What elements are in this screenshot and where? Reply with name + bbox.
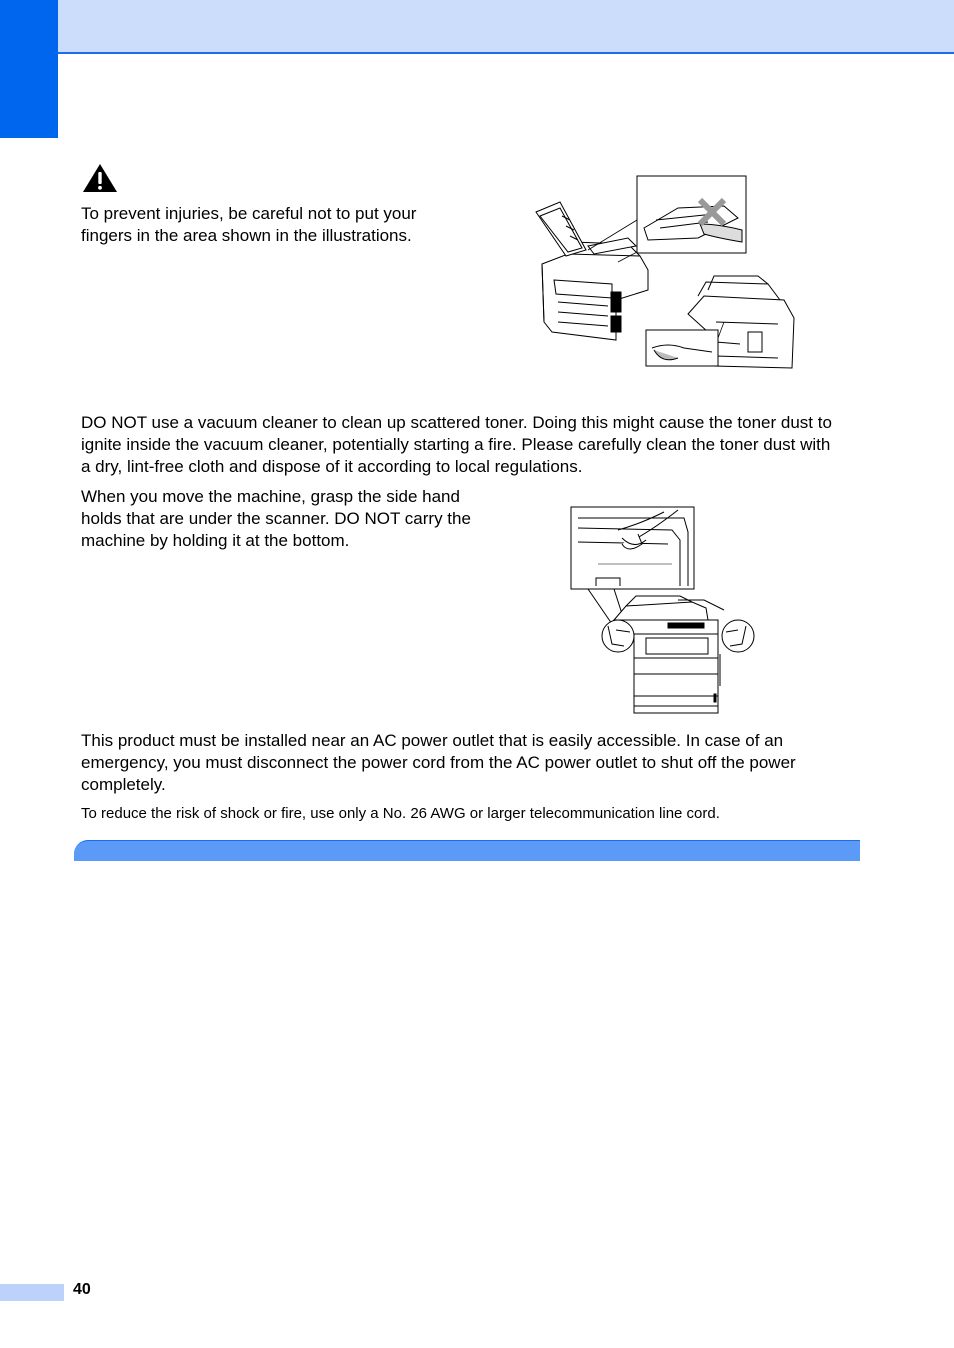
section-end-bar xyxy=(74,840,860,861)
page-number-strip xyxy=(0,1284,64,1301)
chapter-tab xyxy=(0,0,58,138)
page-number: 40 xyxy=(73,1281,91,1298)
power-outlet-text: This product must be installed near an AC power outlet that is easily accessible. In case of an emergency, you must disconnect the power cord from the AC power outlet to shut off the power completely. xyxy=(81,731,796,794)
finger-warning-text: To prevent injuries, be careful not to put your fingers in the area shown in the illustrations. xyxy=(81,204,417,245)
illustration-carrying-machine xyxy=(568,504,758,716)
vacuum-warning-text: DO NOT use a vacuum cleaner to clean up scattered toner. Doing this might cause the toner dust to ignite inside the vacuum cleaner, potentially starting a fire. Please carefully clean the toner dust with a dry, lint-free cloth and dispose of it according to local regulations. xyxy=(81,413,832,476)
illustration-finger-hazard xyxy=(528,172,798,372)
carry-instruction-text: When you move the machine, grasp the side hand holds that are under the scanner. DO NOT carry the machine by holding it at the bottom. xyxy=(81,487,471,550)
line-cord-text: To reduce the risk of shock or fire, use only a No. 26 AWG or larger telecommunication line cord. xyxy=(81,805,720,822)
warning-triangle-icon xyxy=(82,163,118,193)
header-band xyxy=(0,0,954,54)
